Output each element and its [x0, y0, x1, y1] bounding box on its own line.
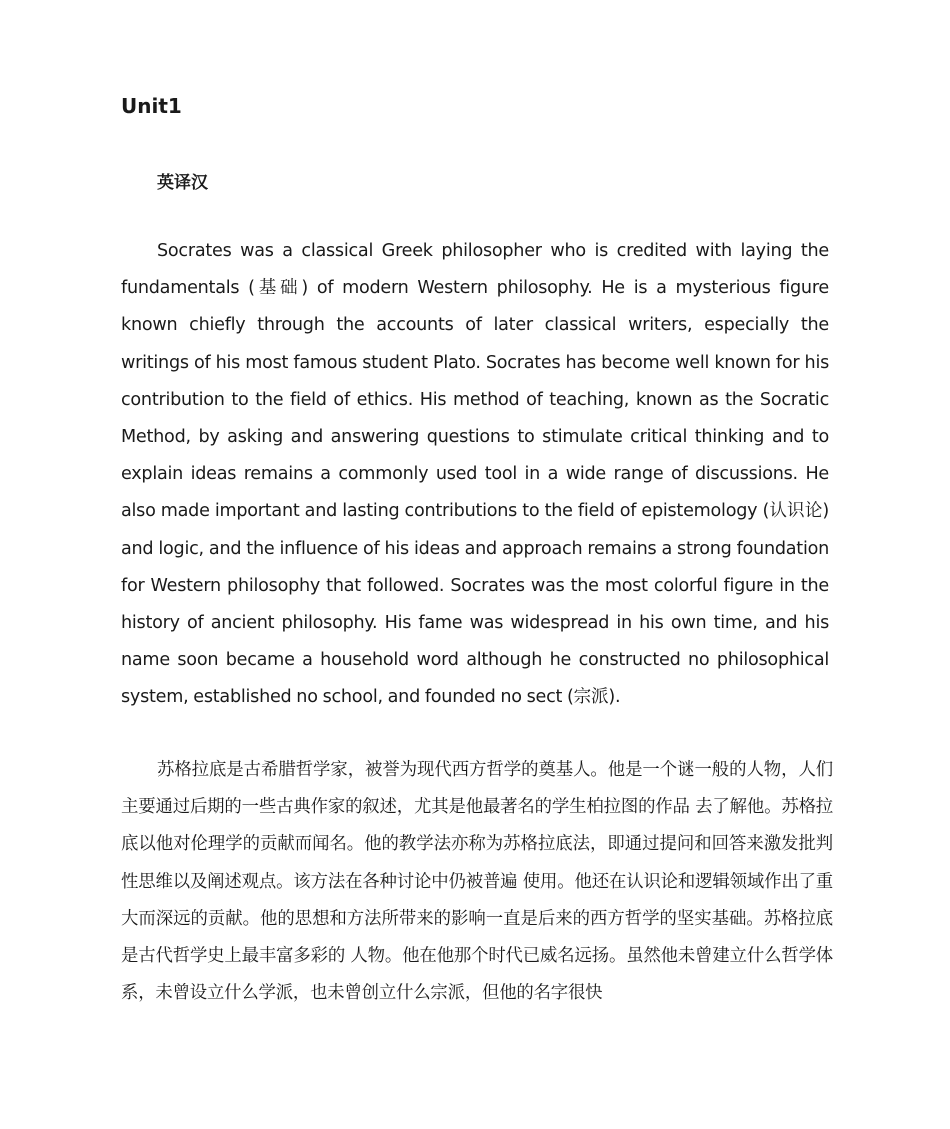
english-paragraph: Socrates was a classical Greek philosopher who is credited with laying the fundamentals (基础) of modern Western philosophy. He is a mysterious figure known chiefly through the accounts of later classical writers, especially the writings of his most famous student Plato. Socrates has become well known for his contribution to the field of ethics. His method of teaching, known as the Socratic Method, by asking and answering questions to stimulate critical thinking and to explain ideas remains a commonly used tool in a wide range of discussions. He also made important and lasting contributions to the field of epistemology (认识论) and logic, and the influence of his ideas and approach remains a strong foundation for Western philosophy that followed. Socrates was the most colorful figure in the history of ancient philosophy. His fame was widespread in his own time, and his name soon became a household word although he constructed no philosophical system, established no school, and founded no sect (宗派). [121, 241, 829, 708]
unit-title: Unit1 [121, 94, 182, 118]
section-title: 英译汉 [157, 173, 208, 193]
chinese-paragraph: 苏格拉底是古希腊哲学家，被誉为现代西方哲学的奠基人。他是一个谜一般的人物，人们主要通过后期的一些古典作家的叙述，尤其是他最著名的学生柏拉图的作品 去了解他。苏格拉底以他对伦理学的贡献而闻名。他的教学法亦称为苏格拉底法，即通过提问和回答来激发批判性思维以及阐述观点。该方法在各种讨论中仍被普遍 使用。他还在认识论和逻辑领域作出了重大而深远的贡献。他的思想和方法所带来的影响一直是后来的西方哲学的坚实基础。苏格拉底是古代哲学史上最丰富多彩的 人物。他在他那个时代已威名远扬。虽然他未曾建立什么哲学体系，未曾设立什么学派，也未曾创立什么宗派，但他的名字很快 [121, 760, 833, 1004]
